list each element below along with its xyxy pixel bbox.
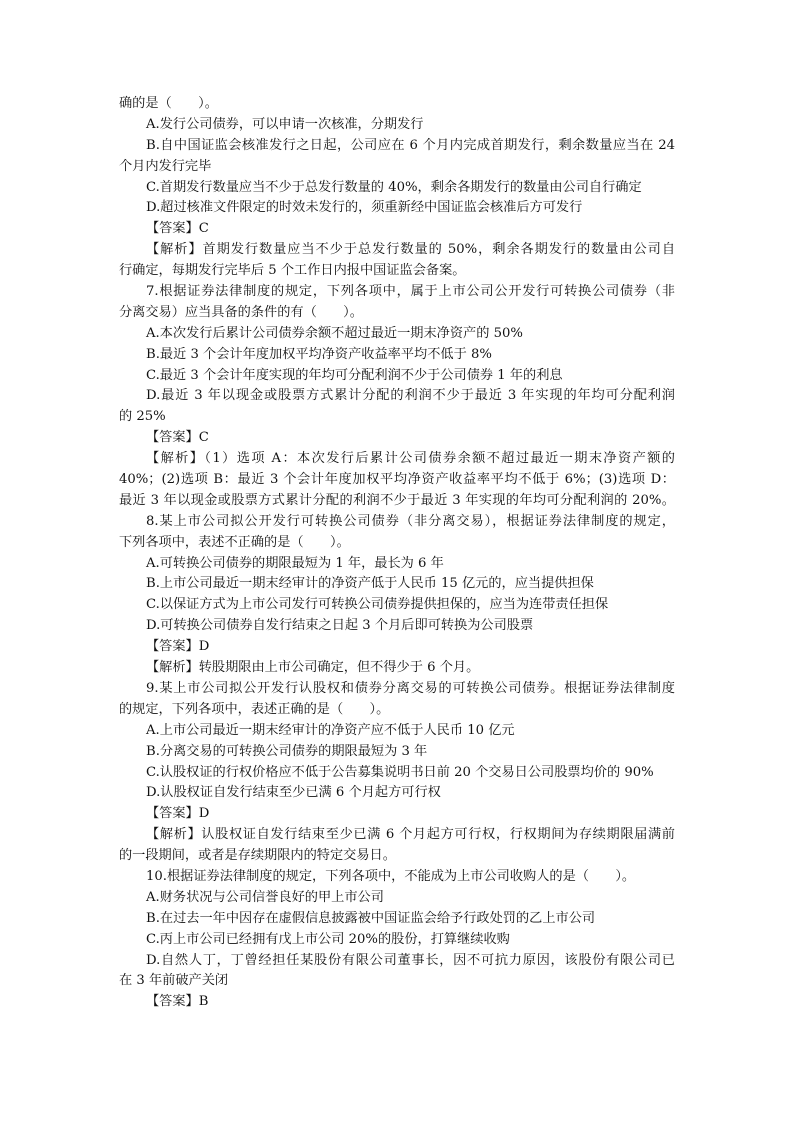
text-line: 下列各项中，表述不正确的是（ ）。 — [119, 534, 350, 550]
text-line: 的 25% — [119, 409, 166, 425]
text-line: 8.某上市公司拟公开发行可转换公司债券（非分离交易），根据证券法律制度的规定， — [146, 513, 675, 529]
text-line: A.可转换公司债券的期限最短为 1 年，最长为 6 年 — [146, 555, 444, 571]
text-line: D.超过核准文件限定的时效未发行的，须重新经中国证监会核准后方可发行 — [146, 200, 583, 216]
text-line: C.首期发行数量应当不少于总发行数量的 40%，剩余各期发行的数量由公司自行确定 — [146, 179, 642, 195]
text-line: B.最近 3 个会计年度加权平均净资产收益率平均不低于 8% — [146, 346, 492, 362]
text-line: A.本次发行后累计公司债券余额不超过最近一期末净资产的 50% — [146, 325, 523, 341]
text-line: 【答案】D — [146, 806, 210, 822]
text-line: 的规定，下列各项中，表述正确的是（ ）。 — [119, 701, 390, 717]
text-line: 【答案】C — [146, 430, 209, 446]
text-line: 10.根据证券法律制度的规定，下列各项中，不能成为上市公司收购人的是（ ）。 — [146, 868, 636, 884]
text-line: D.认股权证自发行结束至少已满 6 个月起方可行权 — [146, 785, 441, 801]
text-line: 7.根据证券法律制度的规定，下列各项中，属于上市公司公开发行可转换公司债券（非 — [146, 284, 675, 300]
text-line: C.认股权证的行权价格应不低于公告募集说明书日前 20 个交易日公司股票均价的 90% — [146, 764, 654, 780]
text-line: B.在过去一年中因存在虚假信息披露被中国证监会给予行政处罚的乙上市公司 — [146, 910, 596, 926]
document-page — [119, 94, 675, 1013]
text-line: A.上市公司最近一期末经审计的净资产应不低于人民币 10 亿元 — [146, 722, 515, 738]
text-line: C.最近 3 个会计年度实现的年均可分配利润不少于公司债券 1 年的利息 — [146, 367, 563, 383]
text-line: 最近 3 年以现金或股票方式累计分配的利润不少于最近 3 年实现的年均可分配利润的 20%。 — [119, 492, 675, 508]
text-line: A.发行公司债券，可以申请一次核准，分期发行 — [146, 116, 424, 132]
text-line: 个月内发行完毕 — [119, 158, 212, 174]
text-line: 在 3 年前破产关闭 — [119, 973, 229, 989]
text-line: 的一段期间，或者是存续期限内的特定交易日。 — [119, 848, 396, 864]
text-line: 【解析】首期发行数量应当不少于总发行数量的 50%，剩余各期发行的数量由公司自 — [146, 242, 675, 258]
text-line: 确的是（ ）。 — [119, 96, 218, 111]
text-line: C.丙上市公司已经拥有戊上市公司 20%的股份，打算继续收购 — [146, 931, 510, 947]
text-line: 【解析】（1）选项 A：本次发行后累计公司债券余额不超过最近一期末净资产额的 — [146, 451, 675, 467]
text-line: D.可转换公司债券自发行结束之日起 3 个月后即可转换为公司股票 — [146, 618, 534, 634]
text-line: B.自中国证监会核准发行之日起，公司应在 6 个月内完成首期发行，剩余数量应当在 24 — [146, 137, 675, 153]
text-line: 【答案】C — [146, 221, 209, 237]
text-line: D.自然人丁，丁曾经担任某股份有限公司董事长，因不可抗力原因，该股份有限公司已 — [146, 952, 675, 968]
text-line: 【解析】转股期限由上市公司确定，但不得少于 6 个月。 — [146, 660, 480, 676]
text-line: 行确定，每期发行完毕后 5 个工作日内报中国证监会备案。 — [119, 263, 466, 279]
text-line: C.以保证方式为上市公司发行可转换公司债券提供担保的，应当为连带责任担保 — [146, 597, 609, 613]
text-line: B.上市公司最近一期末经审计的净资产低于人民币 15 亿元的，应当提供担保 — [146, 576, 594, 592]
text-line: D.最近 3 年以现金或股票方式累计分配的利润不少于最近 3 年实现的年均可分配利润 — [146, 388, 675, 404]
text-line: 9.某上市公司拟公开发行认股权和债券分离交易的可转换公司债券。根据证券法律制度 — [146, 680, 675, 696]
text-line: 【答案】B — [146, 994, 209, 1010]
text-line: 分离交易）应当具备的条件的有（ ）。 — [119, 304, 363, 320]
text-line: 【解析】认股权证自发行结束至少已满 6 个月起方可行权，行权期间为存续期限届满前 — [146, 827, 675, 843]
text-line: 【答案】D — [146, 639, 210, 655]
text-line: B.分离交易的可转换公司债券的期限最短为 3 年 — [146, 743, 428, 759]
text-line: A.财务状况与公司信誉良好的甲上市公司 — [146, 889, 384, 905]
text-line: 40%；(2)选项 B：最近 3 个会计年度加权平均净资产收益率平均不低于 6%；(3)选项 D： — [119, 472, 675, 488]
